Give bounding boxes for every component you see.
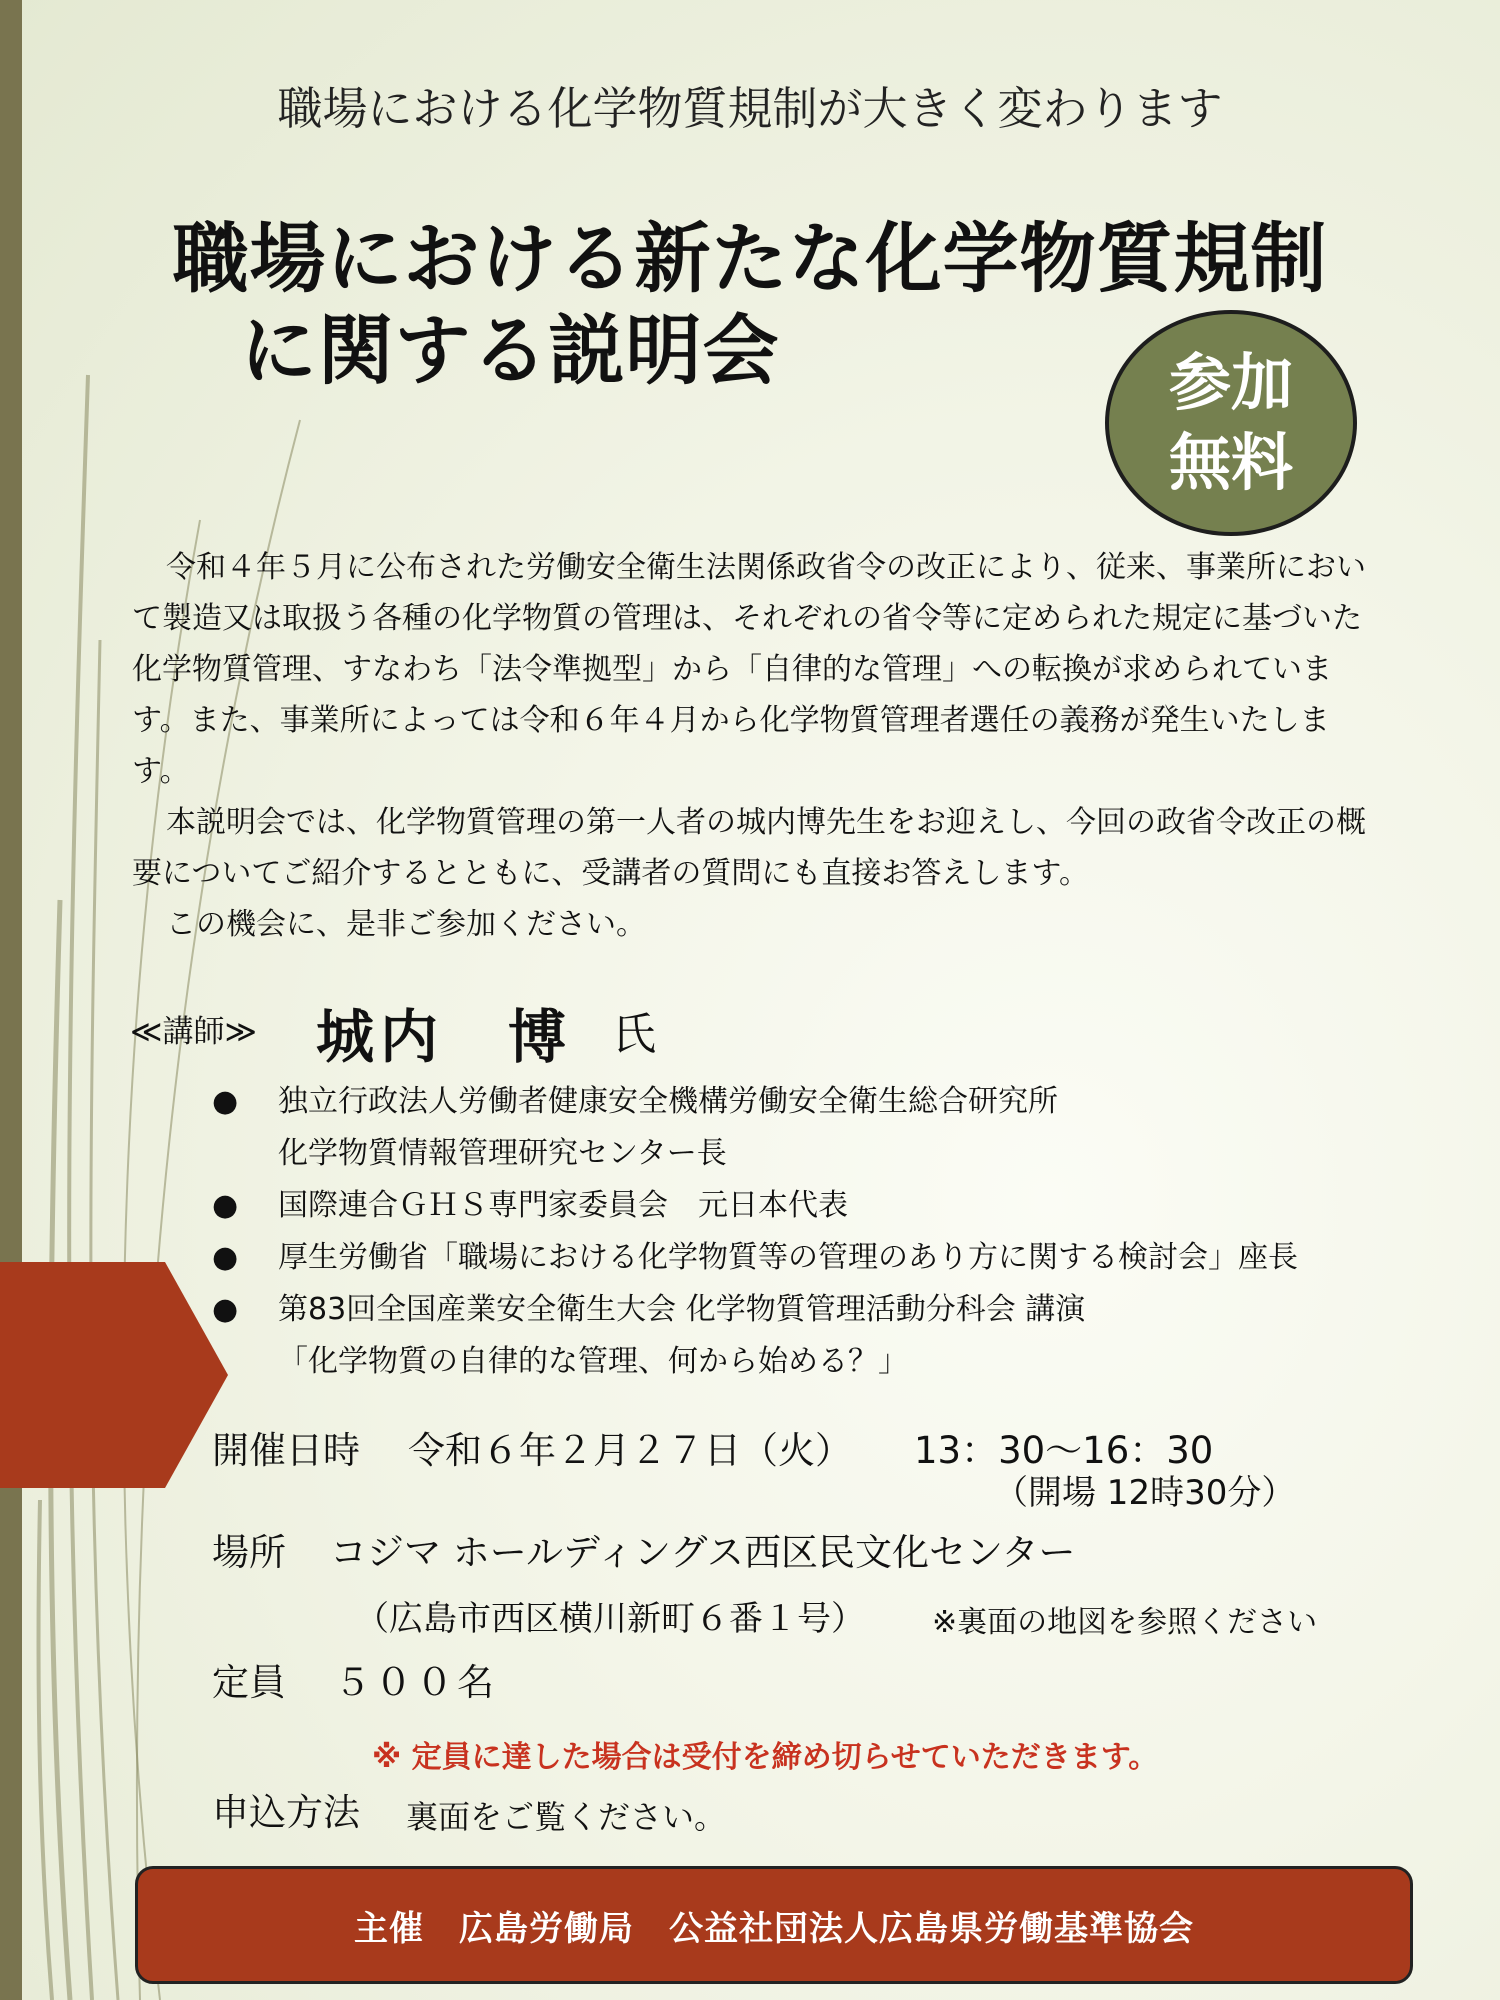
lecturer-name: 城内 博 (316, 1003, 573, 1071)
date-value: 令和６年２月２７日（火） (408, 1429, 852, 1472)
free-admission-badge (1105, 310, 1357, 536)
doors-open: （開場 12時30分） (994, 1473, 1296, 1513)
intro-paragraph-1: 令和４年５月に公布された労働安全衛生法関係政省令の改正により、従来、事業所において製造又は取扱う各種の化学物質の管理は、それぞれの省令等に定められた規定に基づいた化学物質管理、すなわち「法令準拠型」から「自律的な管理」への転換が求められています。また、事業所によっては令和６年４月から化学物質管理者選任の義務が発生いたします。 (132, 550, 1366, 789)
intro-text (132, 542, 1372, 950)
apply-label: 申込方法 (212, 1791, 360, 1834)
page-title-line1: 職場における新たな化学物質規制 (172, 214, 1328, 303)
credential-item (212, 1232, 1472, 1284)
venue-note: ※裏面の地図を参照ください (932, 1605, 1318, 1640)
credential-line: 独立行政法人労働者健康安全機構労働安全衛生総合研究所 (278, 1084, 1058, 1119)
bullet-icon: ● (212, 1188, 239, 1223)
venue-label: 場所 (212, 1531, 286, 1574)
organizer-text: 主催 広島労働局 公益社団法人広島県労働基準協会 (354, 1908, 1194, 1949)
intro-paragraph-2: 本説明会では、化学物質管理の第一人者の城内博先生をお迎えし、今回の政省令改正の概要についてご紹介するとともに、受講者の質問にも直接お答えします。 (132, 805, 1366, 891)
bullet-icon: ● (212, 1084, 239, 1119)
badge-line1: 参加 (1168, 346, 1293, 419)
credential-item (212, 1076, 1472, 1180)
venue-address: （広島市西区横川新町６番１号） (355, 1599, 865, 1639)
lecturer-label: ≪講師≫ (130, 1014, 257, 1050)
credential-item (212, 1180, 1472, 1232)
lecturer-credentials (212, 1076, 1472, 1388)
lecturer-honorific: 氏 (612, 1009, 656, 1060)
credential-line: 第83回全国産業安全衛生大会 化学物質管理活動分科会 講演 (278, 1292, 1086, 1327)
credential-line-sub: 化学物質情報管理研究センター長 (278, 1136, 727, 1171)
capacity-label: 定員 (212, 1661, 286, 1704)
subtitle: 職場における化学物質規制が大きく変わります (277, 82, 1223, 135)
credential-item (212, 1284, 1472, 1388)
bullet-icon: ● (212, 1240, 239, 1275)
bullet-icon: ● (212, 1292, 239, 1327)
time-value: 13：30～16：30 (914, 1429, 1214, 1472)
organizer-banner (135, 1866, 1413, 1984)
intro-paragraph-3: この機会に、是非ご参加ください。 (166, 907, 646, 942)
credential-line-sub: 「化学物質の自律的な管理、何から始める？」 (278, 1344, 908, 1379)
red-arrow-shape (0, 1262, 230, 1488)
venue-name: コジマ ホールディングス西区民文化センター (330, 1531, 1076, 1574)
credential-line: 厚生労働省「職場における化学物質等の管理のあり方に関する検討会」座長 (278, 1240, 1298, 1275)
date-label: 開催日時 (212, 1429, 360, 1472)
capacity-note: ※ 定員に達した場合は受付を締め切らせていただきます。 (372, 1740, 1159, 1775)
page-title-line2: に関する説明会 (240, 306, 780, 395)
credential-line: 国際連合ＧＨＳ専門家委員会 元日本代表 (278, 1188, 848, 1223)
apply-value: 裏面をご覧ください。 (406, 1798, 727, 1836)
capacity-value: ５００名 (334, 1661, 498, 1704)
badge-line2: 無料 (1168, 426, 1293, 499)
